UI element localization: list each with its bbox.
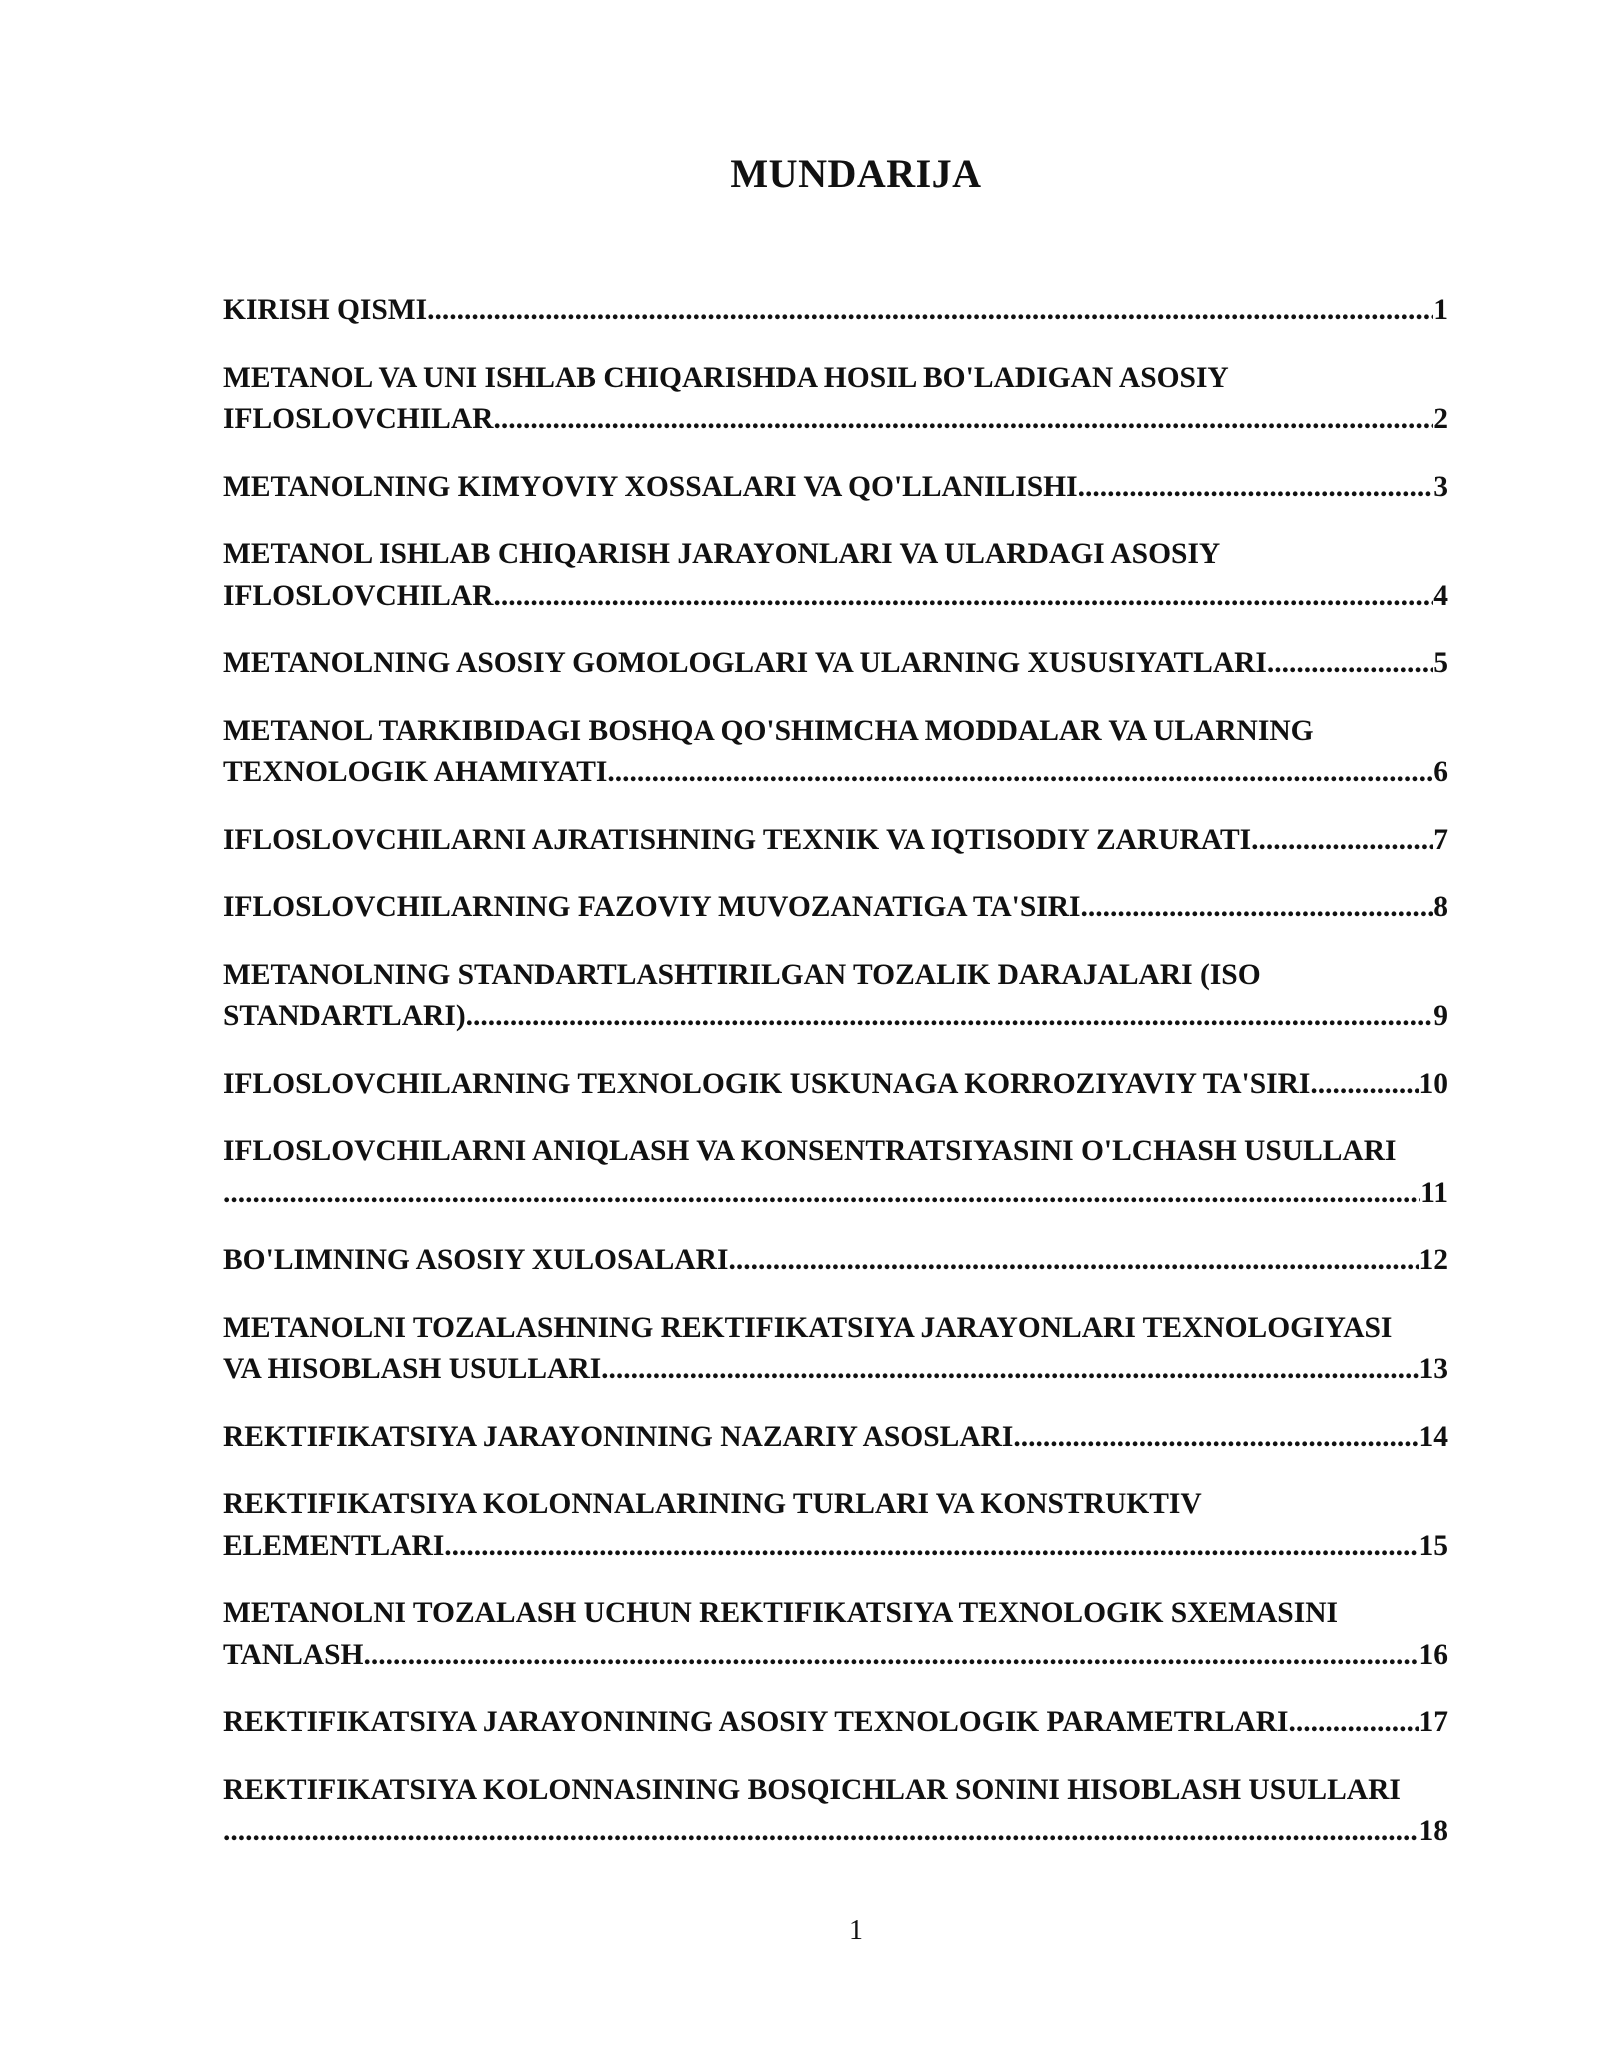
toc-entry-line [223, 1811, 1448, 1853]
toc-entry-text: IFLOSLOVCHILARNING FAZOVIY MUVOZANATIGA TA'SIRI [223, 891, 1081, 923]
toc-entry-line [223, 1526, 1448, 1568]
toc-entry-line [223, 887, 1448, 929]
toc-page-number: 17 [1418, 1706, 1448, 1738]
toc-leader-dots [223, 1173, 1420, 1215]
toc-entry-text: METANOL ISHLAB CHIQARISH JARAYONLARI VA ULARDAGI ASOSIY [223, 538, 1221, 570]
toc-entry[interactable] [223, 534, 1483, 617]
toc-entry[interactable] [223, 1417, 1483, 1459]
toc-leader-dots [601, 1349, 1418, 1391]
toc-leader-dots [728, 1240, 1418, 1282]
toc-page-number: 12 [1418, 1244, 1448, 1276]
toc-entry-text: KIRISH QISMI [223, 294, 428, 326]
toc-entry[interactable] [223, 1593, 1483, 1676]
toc-leader-dots [1251, 820, 1433, 862]
toc-entry-text: METANOLNI TOZALASHNING REKTIFIKATSIYA JARAYONLARI TEXNOLOGIYASI [223, 1311, 1393, 1344]
page-number: 1 [849, 1915, 863, 1946]
toc-entry[interactable] [223, 1770, 1483, 1853]
toc-entry-text: REKTIFIKATSIYA JARAYONINING NAZARIY ASOSLARI [223, 1420, 1014, 1453]
toc-leader-dots [363, 1635, 1418, 1677]
toc-entry-text: REKTIFIKATSIYA KOLONNALARINING TURLARI VA KONSTRUKTIV [223, 1488, 1202, 1520]
toc-page-number: 4 [1433, 579, 1448, 612]
toc-page-number: 2 [1433, 403, 1448, 435]
toc-entry-text: ELEMENTLARI [223, 1529, 445, 1562]
toc-leader-dots [427, 290, 1433, 332]
toc-entry-text: METANOL TARKIBIDAGI BOSHQA QO'SHIMCHA MODDALAR VA ULARNING [223, 714, 1314, 747]
toc-page-number: 16 [1418, 1638, 1448, 1671]
toc-entry-text: VA HISOBLASH USULLARI [223, 1353, 602, 1385]
toc-leader-dots [1289, 1702, 1419, 1744]
toc-entry-line [223, 1349, 1448, 1391]
toc-entry-text: STANDARTLARI) [223, 1000, 466, 1032]
toc-entry-line [223, 399, 1448, 441]
toc-entry-text: METANOLNI TOZALASH UCHUN REKTIFIKATSIYA TEXNOLOGIK SXEMASINI [223, 1597, 1338, 1629]
toc-entry[interactable] [223, 290, 1483, 332]
toc-leader-dots [493, 576, 1433, 618]
toc-title: MUNDARIJA [730, 151, 982, 196]
toc-leader-dots [1318, 1064, 1419, 1106]
toc-page-number: 13 [1418, 1353, 1448, 1385]
toc-entry[interactable] [223, 358, 1483, 441]
toc-page-number: 10 [1418, 1067, 1448, 1100]
toc-leader-dots [607, 752, 1433, 794]
toc-entry[interactable] [223, 467, 1483, 509]
toc-leader-dots [1267, 643, 1433, 685]
toc-entry-text: IFLOSLOVCHILAR [223, 579, 494, 612]
toc-page-number: 9 [1433, 1000, 1448, 1032]
toc-entry[interactable] [223, 1308, 1483, 1391]
toc-leader-dots [444, 1526, 1418, 1568]
toc-page-number: 6 [1433, 756, 1448, 788]
toc-entry[interactable] [223, 1484, 1483, 1567]
toc-entry-line [223, 820, 1448, 862]
toc-leader-dots [466, 996, 1434, 1038]
toc-page-number: 11 [1420, 1176, 1448, 1209]
toc-entry-text: METANOL VA UNI ISHLAB CHIQARISHDA HOSIL BO'LADIGAN ASOSIY [223, 361, 1229, 394]
toc-page-number: 18 [1418, 1815, 1448, 1847]
toc-entry-line [223, 1240, 1448, 1282]
toc-leader-dots [1081, 887, 1434, 929]
toc-page-number: 3 [1433, 470, 1448, 503]
toc-page-number: 7 [1433, 823, 1448, 856]
toc-entry-text: IFLOSLOVCHILARNI AJRATISHNING TEXNIK VA IQTISODIY ZARURATI [223, 823, 1252, 856]
toc-entry-text: BO'LIMNING ASOSIY XULOSALARI [223, 1244, 729, 1276]
toc-entry-line [223, 996, 1448, 1038]
toc-page-number: 5 [1433, 647, 1448, 679]
toc-entry-text: IFLOSLOVCHILARNI ANIQLASH VA KONSENTRATSIYASINI O'LCHASH USULLARI [223, 1135, 1397, 1167]
toc-entry-line [223, 290, 1448, 332]
toc-entry[interactable] [223, 1064, 1483, 1106]
toc-entry-text: METANOLNING KIMYOVIY XOSSALARI VA QO'LLANILISHI [223, 470, 1078, 503]
toc-entry-line [223, 1702, 1448, 1744]
toc-entry-line [223, 643, 1448, 685]
toc-leader-dots [223, 1811, 1419, 1853]
toc-leader-dots [493, 399, 1433, 441]
toc-entry-line [223, 1417, 1448, 1459]
toc-entry[interactable] [223, 820, 1483, 862]
toc-entry-line [223, 752, 1448, 794]
toc-leader-dots [1013, 1417, 1418, 1459]
toc-entry[interactable] [223, 1240, 1483, 1282]
toc-entry[interactable] [223, 1702, 1483, 1744]
toc-entry-text: TEXNOLOGIK AHAMIYATI [223, 756, 608, 788]
toc-entry-text: METANOLNING STANDARTLASHTIRILGAN TOZALIK DARAJALARI (ISO [223, 958, 1261, 991]
table-of-contents [223, 290, 1483, 1879]
toc-leader-dots [1078, 467, 1434, 509]
toc-entry-text: REKTIFIKATSIYA JARAYONINING ASOSIY TEXNOLOGIK PARAMETRLARI [223, 1706, 1289, 1738]
toc-entry-line [223, 467, 1448, 509]
toc-entry-text: IFLOSLOVCHILARNING TEXNOLOGIK USKUNAGA KORROZIYAVIY TA'SIRI. [223, 1067, 1318, 1100]
toc-entry-line [223, 1064, 1448, 1106]
toc-page-number: 1 [1433, 294, 1448, 326]
toc-entry-text: TANLASH [223, 1638, 364, 1671]
toc-entry[interactable] [223, 643, 1483, 685]
toc-entry[interactable] [223, 887, 1483, 929]
toc-entry[interactable] [223, 955, 1483, 1038]
toc-entry[interactable] [223, 1131, 1483, 1214]
toc-entry-line [223, 1635, 1448, 1677]
toc-entry-text: IFLOSLOVCHILAR [223, 403, 494, 435]
toc-entry[interactable] [223, 711, 1483, 794]
toc-page-number: 15 [1418, 1529, 1448, 1562]
toc-entry-text: REKTIFIKATSIYA KOLONNASINING BOSQICHLAR SONINI HISOBLASH USULLARI [223, 1773, 1401, 1806]
toc-page-number: 14 [1418, 1420, 1448, 1453]
toc-entry-text: METANOLNING ASOSIY GOMOLOGLARI VA ULARNING XUSUSIYATLARI [223, 647, 1267, 679]
toc-entry-line [223, 576, 1448, 618]
toc-page-number: 8 [1433, 891, 1448, 923]
toc-entry-line [223, 1173, 1448, 1215]
